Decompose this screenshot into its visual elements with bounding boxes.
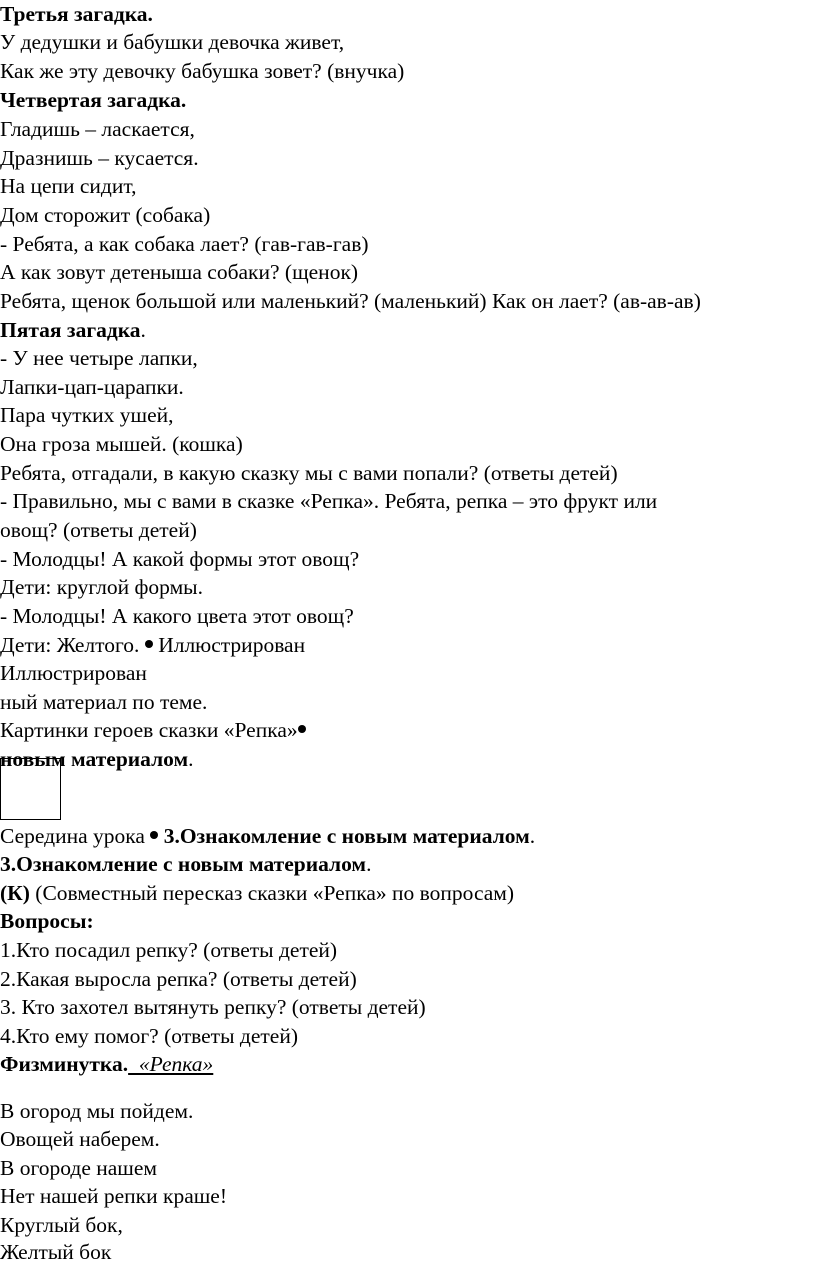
text-line bbox=[0, 716, 306, 744]
retelling-text: (Совместный пересказ сказки «Репка» по вопросам) bbox=[29, 881, 515, 905]
fizminutka-title: «Репка» bbox=[128, 1052, 214, 1076]
question-item: 3. Кто захотел вытянуть репку? (ответы детей) bbox=[0, 995, 426, 1019]
text-line: - Молодцы! А какой формы этот овощ? bbox=[0, 547, 360, 571]
k-marker: (К) bbox=[0, 881, 30, 905]
text-line: ный материал по теме. bbox=[0, 690, 208, 714]
text-line: Дети: круглой формы. bbox=[0, 575, 204, 599]
riddle-5-heading-line bbox=[0, 316, 146, 344]
period: . bbox=[188, 747, 194, 771]
text-line: На цепи сидит, bbox=[0, 174, 137, 198]
text-line: - Молодцы! А какого цвета этот овощ? bbox=[0, 604, 354, 628]
text-line: - У нее четыре лапки, bbox=[0, 346, 198, 370]
bullet-dot-icon bbox=[150, 831, 158, 839]
text-line: Ребята, щенок большой или маленький? (маленький) Как он лает? (ав-ав-ав) bbox=[0, 289, 701, 313]
questions-heading: Вопросы: bbox=[0, 909, 94, 933]
text-line: Пара чутких ушей, bbox=[0, 403, 174, 427]
poem-line: В огород мы пойдем. bbox=[0, 1099, 194, 1123]
text-line: У дедушки и бабушки девочка живет, bbox=[0, 30, 345, 54]
riddle-3-heading: Третья загадка. bbox=[0, 2, 153, 26]
empty-image-frame bbox=[0, 758, 61, 820]
text-line: Как же эту девочку бабушка зовет? (внучка) bbox=[0, 59, 405, 83]
text-line: Гладишь – ласкается, bbox=[0, 117, 195, 141]
poem-line: Желтый бок bbox=[0, 1240, 112, 1264]
text-line: Дом сторожит (собака) bbox=[0, 203, 211, 227]
question-item: 4.Кто ему помог? (ответы детей) bbox=[0, 1024, 298, 1048]
text-line: Она гроза мышей. (кошка) bbox=[0, 432, 243, 456]
bullet-dot-icon bbox=[145, 640, 153, 648]
text-line: - Ребята, а как собака лает? (гав-гав-гав) bbox=[0, 232, 369, 256]
new-material-heading: новым материалом bbox=[0, 747, 189, 771]
riddle-4-heading: Четвертая загадка. bbox=[0, 88, 187, 112]
answer-text: Дети: Желтого. bbox=[0, 633, 140, 657]
section-heading: 3.Ознакомление с новым материалом bbox=[0, 852, 367, 876]
text-line: овощ? (ответы детей) bbox=[0, 518, 197, 542]
riddle-5-heading: Пятая загадка bbox=[0, 318, 141, 342]
period: . bbox=[529, 824, 536, 848]
text-line bbox=[0, 822, 535, 850]
question-item: 1.Кто посадил репку? (ответы детей) bbox=[0, 938, 338, 962]
text-line bbox=[0, 879, 514, 907]
illustration-label: Иллюстрирован bbox=[158, 633, 306, 657]
period: . bbox=[140, 318, 146, 342]
text-line bbox=[0, 850, 371, 878]
poem-line: Круглый бок, bbox=[0, 1213, 123, 1237]
pictures-text: Картинки героев сказки «Репка» bbox=[0, 718, 298, 742]
period: . bbox=[366, 852, 372, 876]
text-line: Ребята, отгадали, в какую сказку мы с вами попали? (ответы детей) bbox=[0, 461, 618, 485]
lesson-middle-label: Середина урока bbox=[0, 824, 145, 848]
text-line bbox=[0, 631, 305, 659]
fizminutka-heading: Физминутка. bbox=[0, 1052, 129, 1076]
text-line: А как зовут детеныша собаки? (щенок) bbox=[0, 260, 359, 284]
section-heading: 3.Ознакомление с новым материалом bbox=[163, 824, 530, 848]
bullet-dot-icon bbox=[298, 725, 306, 733]
text-line: - Правильно, мы с вами в сказке «Репка». Ребята, репка – это фрукт или bbox=[0, 489, 658, 513]
poem-line: Нет нашей репки краше! bbox=[0, 1184, 227, 1208]
question-item: 2.Какая выросла репка? (ответы детей) bbox=[0, 967, 357, 991]
text-line: Лапки-цап-царапки. bbox=[0, 375, 184, 399]
fizminutka-heading-line bbox=[0, 1050, 213, 1078]
poem-line: В огороде нашем bbox=[0, 1156, 157, 1180]
text-line: Иллюстрирован bbox=[0, 661, 147, 685]
text-line: Дразнишь – кусается. bbox=[0, 146, 199, 170]
poem-line: Овощей наберем. bbox=[0, 1127, 160, 1151]
